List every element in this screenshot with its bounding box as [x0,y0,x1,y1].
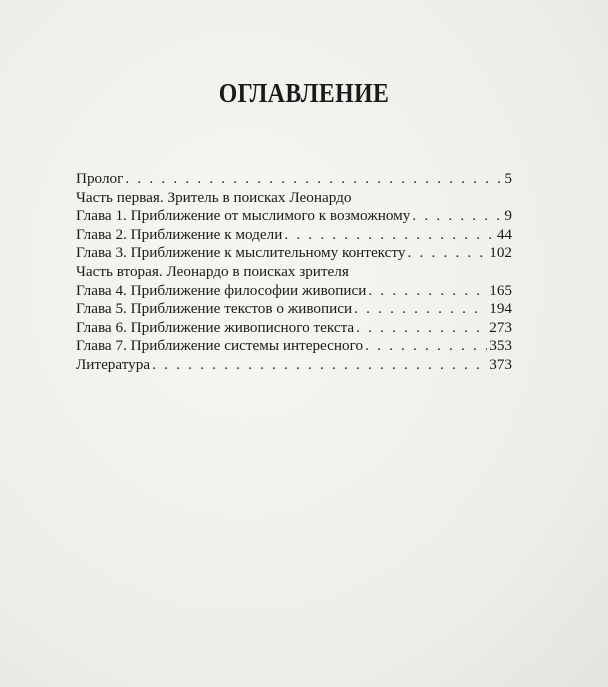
toc-entry-page: 353 [489,337,512,355]
show-through-text [150,440,570,680]
toc-entry-label: Часть первая. Зритель в поисках Леонардо [76,188,352,206]
table-of-contents [76,170,512,375]
toc-entry-page: 194 [489,300,512,318]
toc-entry [76,244,512,263]
dot-leader [368,282,487,300]
dot-leader [152,356,487,374]
toc-entry [76,207,512,226]
toc-entry-page: 102 [489,244,512,262]
toc-entry-label: Глава 2. Приближение к модели [76,225,283,243]
toc-entry-page: 165 [489,281,512,299]
dot-leader [365,337,487,355]
toc-entry [76,319,512,338]
dot-leader [412,207,502,225]
toc-entry-label: Глава 3. Приближение к мыслительному контексту [76,244,406,262]
toc-entry [76,226,512,245]
toc-entry-label: Глава 5. Приближение текстов о живописи [76,300,353,318]
toc-entry-page: 373 [489,355,512,373]
dot-leader [284,226,494,244]
toc-entry [76,170,512,189]
toc-entry-label: Глава 6. Приближение живописного текста [76,318,355,336]
toc-entry-label: Литература [76,355,151,373]
toc-entry-page: 273 [489,318,512,336]
page-title: ОГЛАВЛЕНИЕ [218,78,390,108]
toc-entry-label: Часть вторая. Леонардо в поисках зрителя [76,262,349,280]
toc-entry [76,282,512,301]
toc-part-heading [76,263,512,282]
toc-entry-label: Пролог [76,170,124,187]
dot-leader [407,244,487,262]
dot-leader [356,319,487,337]
dot-leader [354,300,487,318]
toc-entry-page: 5 [504,170,512,187]
toc-entry-page: 9 [504,207,512,225]
toc-entry-label: Глава 4. Приближение философии живописи [76,281,367,299]
toc-entry [76,300,512,319]
toc-entry-page: 44 [496,225,512,243]
toc-entry [76,337,512,356]
toc-entry-label: Глава 7. Приближение системы интересного [76,337,364,355]
dot-leader [125,170,502,188]
toc-part-heading [76,189,512,208]
toc-entry-label: Глава 1. Приближение от мыслимого к возможному [76,207,411,225]
toc-entry [76,356,512,375]
